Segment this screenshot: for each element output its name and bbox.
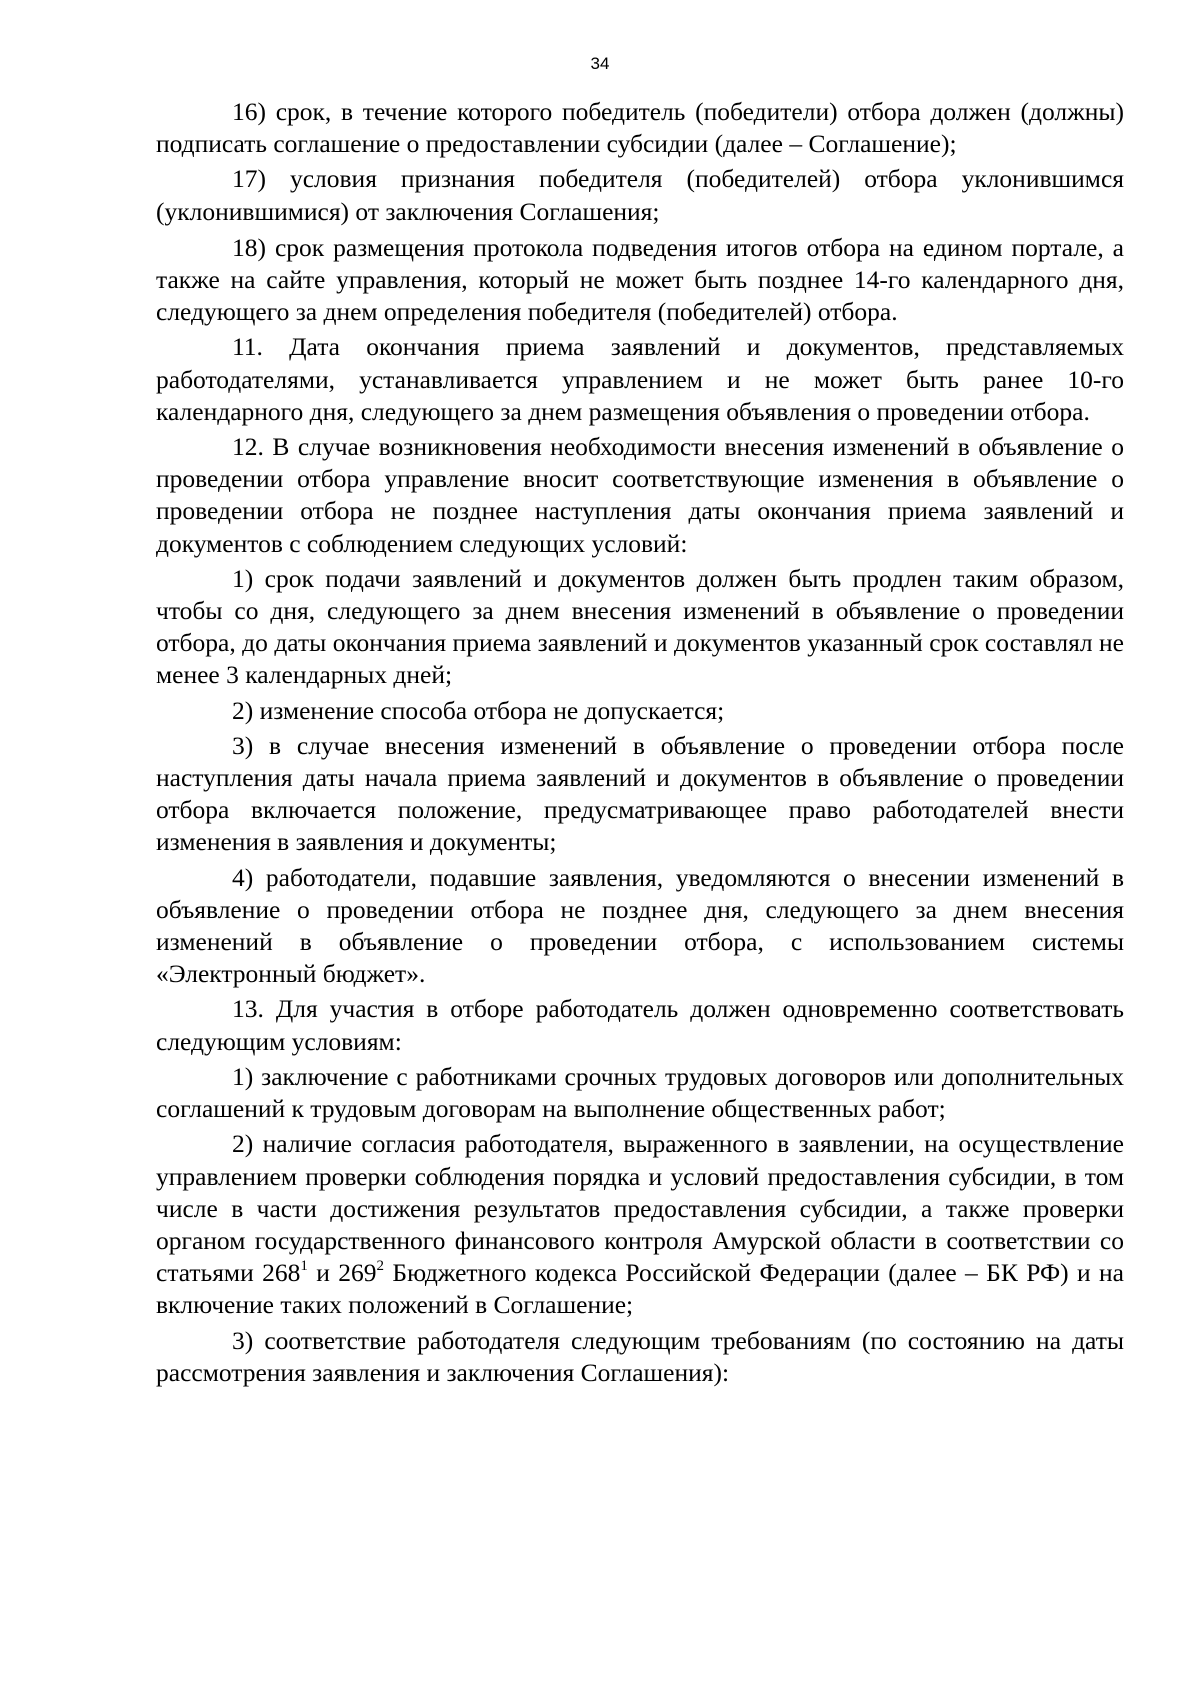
superscript-index: 2 <box>376 1258 385 1275</box>
paragraph-clause-13-item-2 <box>156 1128 1124 1321</box>
document-body <box>156 96 1124 1392</box>
paragraph-clause-13-item-3: 3) соответствие работодателя следующим требованиям (по состоянию на даты рассмотрения заявления и заключения Соглашения): <box>156 1325 1124 1387</box>
paragraph-clause-13-item-1: 1) заключение с работниками срочных трудовых договоров или дополнительных соглашений к трудовым договорам на выполнение общественных работ; <box>156 1061 1124 1124</box>
paragraph-text-part: и 269 <box>307 1258 377 1288</box>
paragraph-item-17: 17) условия признания победителя (победителей) отбора уклонившимся (уклонившимися) от заключения Соглашения; <box>156 164 1124 226</box>
paragraph-clause-11: 11. Дата окончания приема заявлений и документов, представляемых работодателями, устанавливается управлением и не может быть ранее 10-го календарного дня, следующего за днем размещения объявления о проведении отбора. <box>156 332 1124 426</box>
paragraph-clause-13: 13. Для участия в отборе работодатель должен одновременно соответствовать следующим условиям: <box>156 994 1124 1056</box>
paragraph-clause-12: 12. В случае возникновения необходимости внесения изменений в объявление о проведении отбора управление вносит соответствующие изменения в объявление о проведении отбора не позднее наступления даты окончания приема заявлений и документов с соблюдением следующих условий: <box>156 432 1124 558</box>
page-number: 34 <box>590 54 610 73</box>
paragraph-clause-12-item-4: 4) работодатели, подавшие заявления, уведомляются о внесении изменений в объявление о проведении отбора не позднее дня, следующего за днем внесения изменений в объявление о проведении отбора, с использованием системы «Электронный бюджет». <box>156 862 1124 989</box>
superscript-index: 1 <box>300 1258 308 1275</box>
paragraph-clause-12-item-1: 1) срок подачи заявлений и документов должен быть продлен таким образом, чтобы со дня, следующего за днем внесения изменений в объявление о проведении отбора, до даты окончания приема заявлений и документов указанный срок составлял не менее 3 календарных дней; <box>156 563 1124 690</box>
paragraph-item-16: 16) срок, в течение которого победитель (победители) отбора должен (должны) подписать соглашение о предоставлении субсидии (далее – Соглашение); <box>156 97 1124 159</box>
paragraph-clause-12-item-3: 3) в случае внесения изменений в объявление о проведении отбора после наступления даты начала приема заявлений и документов в объявление о проведении отбора включается положение, предусматривающее право работодателей внести изменения в заявления и документы; <box>156 730 1124 857</box>
paragraph-item-18: 18) срок размещения протокола подведения итогов отбора на едином портале, а также на сайте управления, который не может быть позднее 14-го календарного дня, следующего за днем определения победителя (победителей) отбора. <box>156 232 1124 327</box>
paragraph-text-part: 2) наличие согласия работодателя, выраженного в заявлении, на осуществление управлением проверки соблюдения порядка и условий предоставления субсидии, в том числе в части достижения результатов предоставления субсидии, а также проверки органом государственного финансового контроля Амурской области в соответствии со статьями 268 <box>156 1129 1124 1288</box>
paragraph-clause-12-item-2: 2) изменение способа отбора не допускается; <box>232 695 725 725</box>
paragraph-text-part: Бюджетного кодекса Российской Федерации (далее – БК РФ) и на включение таких положений в Соглашение; <box>156 1258 1124 1320</box>
